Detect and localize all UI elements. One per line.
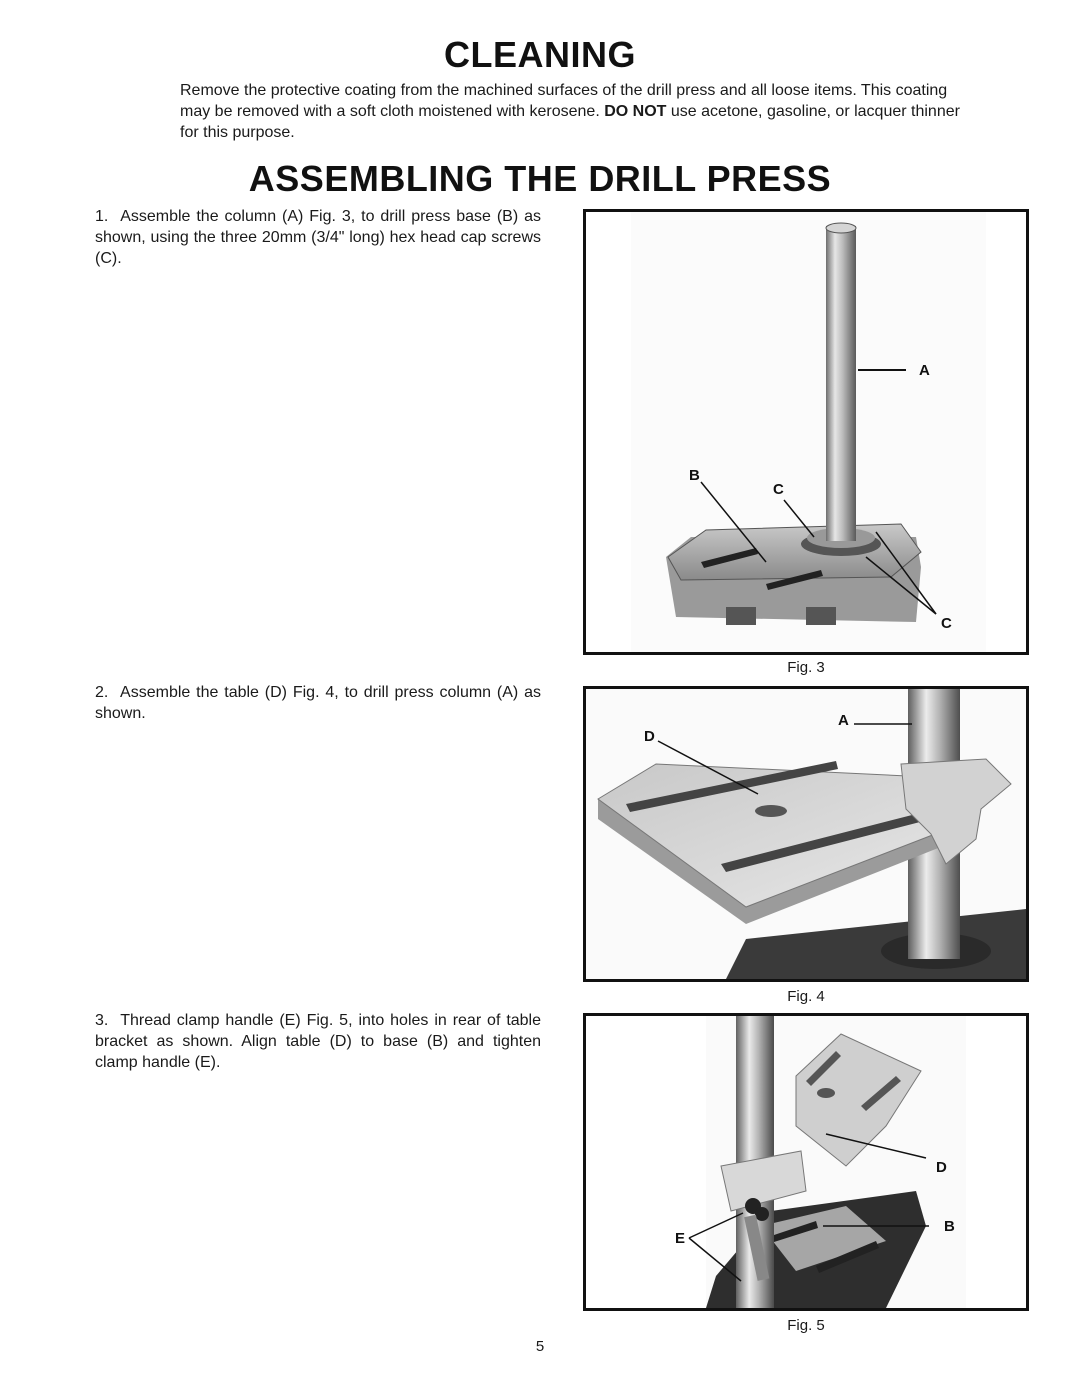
fig3-label-b: B xyxy=(689,467,700,484)
fig3-label-c2: C xyxy=(941,615,952,632)
step-2-text: Assemble the table (D) Fig. 4, to drill press column (A) as shown. xyxy=(95,684,541,722)
step-1-number: 1. xyxy=(95,208,109,225)
figure-5 xyxy=(583,1013,1029,1311)
page-number: 5 xyxy=(535,1338,545,1355)
cleaning-heading: CLEANING xyxy=(444,34,636,75)
fig3-label-a: A xyxy=(919,362,930,379)
cleaning-paragraph xyxy=(180,80,960,143)
step-1 xyxy=(95,206,541,269)
fig3-base-foot-1 xyxy=(726,607,756,625)
fig4-table-hole xyxy=(755,805,787,817)
fig5-label-d: D xyxy=(936,1159,947,1176)
step-3-text: Thread clamp handle (E) Fig. 5, into holes in rear of table bracket as shown. Align table (D) to base (B) and tighten clamp handle (E). xyxy=(95,1012,542,1071)
figure-4 xyxy=(583,686,1029,982)
assembling-heading: ASSEMBLING THE DRILL PRESS xyxy=(248,158,832,199)
figure-3 xyxy=(583,209,1029,655)
figure-3-illustration xyxy=(586,212,1026,652)
fig5-label-e: E xyxy=(675,1230,686,1247)
figure-5-caption: Fig. 5 xyxy=(787,1317,825,1334)
figure-4-illustration xyxy=(586,689,1026,979)
step-1-text: Assemble the column (A) Fig. 3, to drill press base (B) as shown, using the three 20mm (3/4" long) hex head cap screws (C). xyxy=(95,208,542,267)
cleaning-text-2: use acetone, gasoline, or lacquer thinner for this purpose. xyxy=(180,103,960,141)
step-3 xyxy=(95,1010,541,1073)
cleaning-warning: DO NOT xyxy=(604,103,667,120)
figure-3-caption: Fig. 3 xyxy=(787,659,825,676)
fig3-base-foot-2 xyxy=(806,607,836,625)
step-2-number: 2. xyxy=(95,684,109,701)
step-2 xyxy=(95,682,541,724)
fig3-label-c1: C xyxy=(773,481,784,498)
fig5-label-b: B xyxy=(944,1218,955,1235)
fig3-column xyxy=(826,226,856,541)
fig4-label-a: A xyxy=(838,712,849,729)
fig5-table-hole xyxy=(817,1088,835,1098)
cleaning-text-1: Remove the protective coating from the machined surfaces of the drill press and all loose items. This coating may be removed with a soft cloth moistened with kerosene. xyxy=(180,82,948,120)
figure-4-caption: Fig. 4 xyxy=(787,988,825,1005)
fig3-column-top xyxy=(826,223,856,233)
step-3-number: 3. xyxy=(95,1012,109,1029)
figure-5-illustration xyxy=(586,1016,1026,1308)
fig5-clamp-knob-2 xyxy=(755,1207,769,1221)
fig4-label-d: D xyxy=(644,728,655,745)
